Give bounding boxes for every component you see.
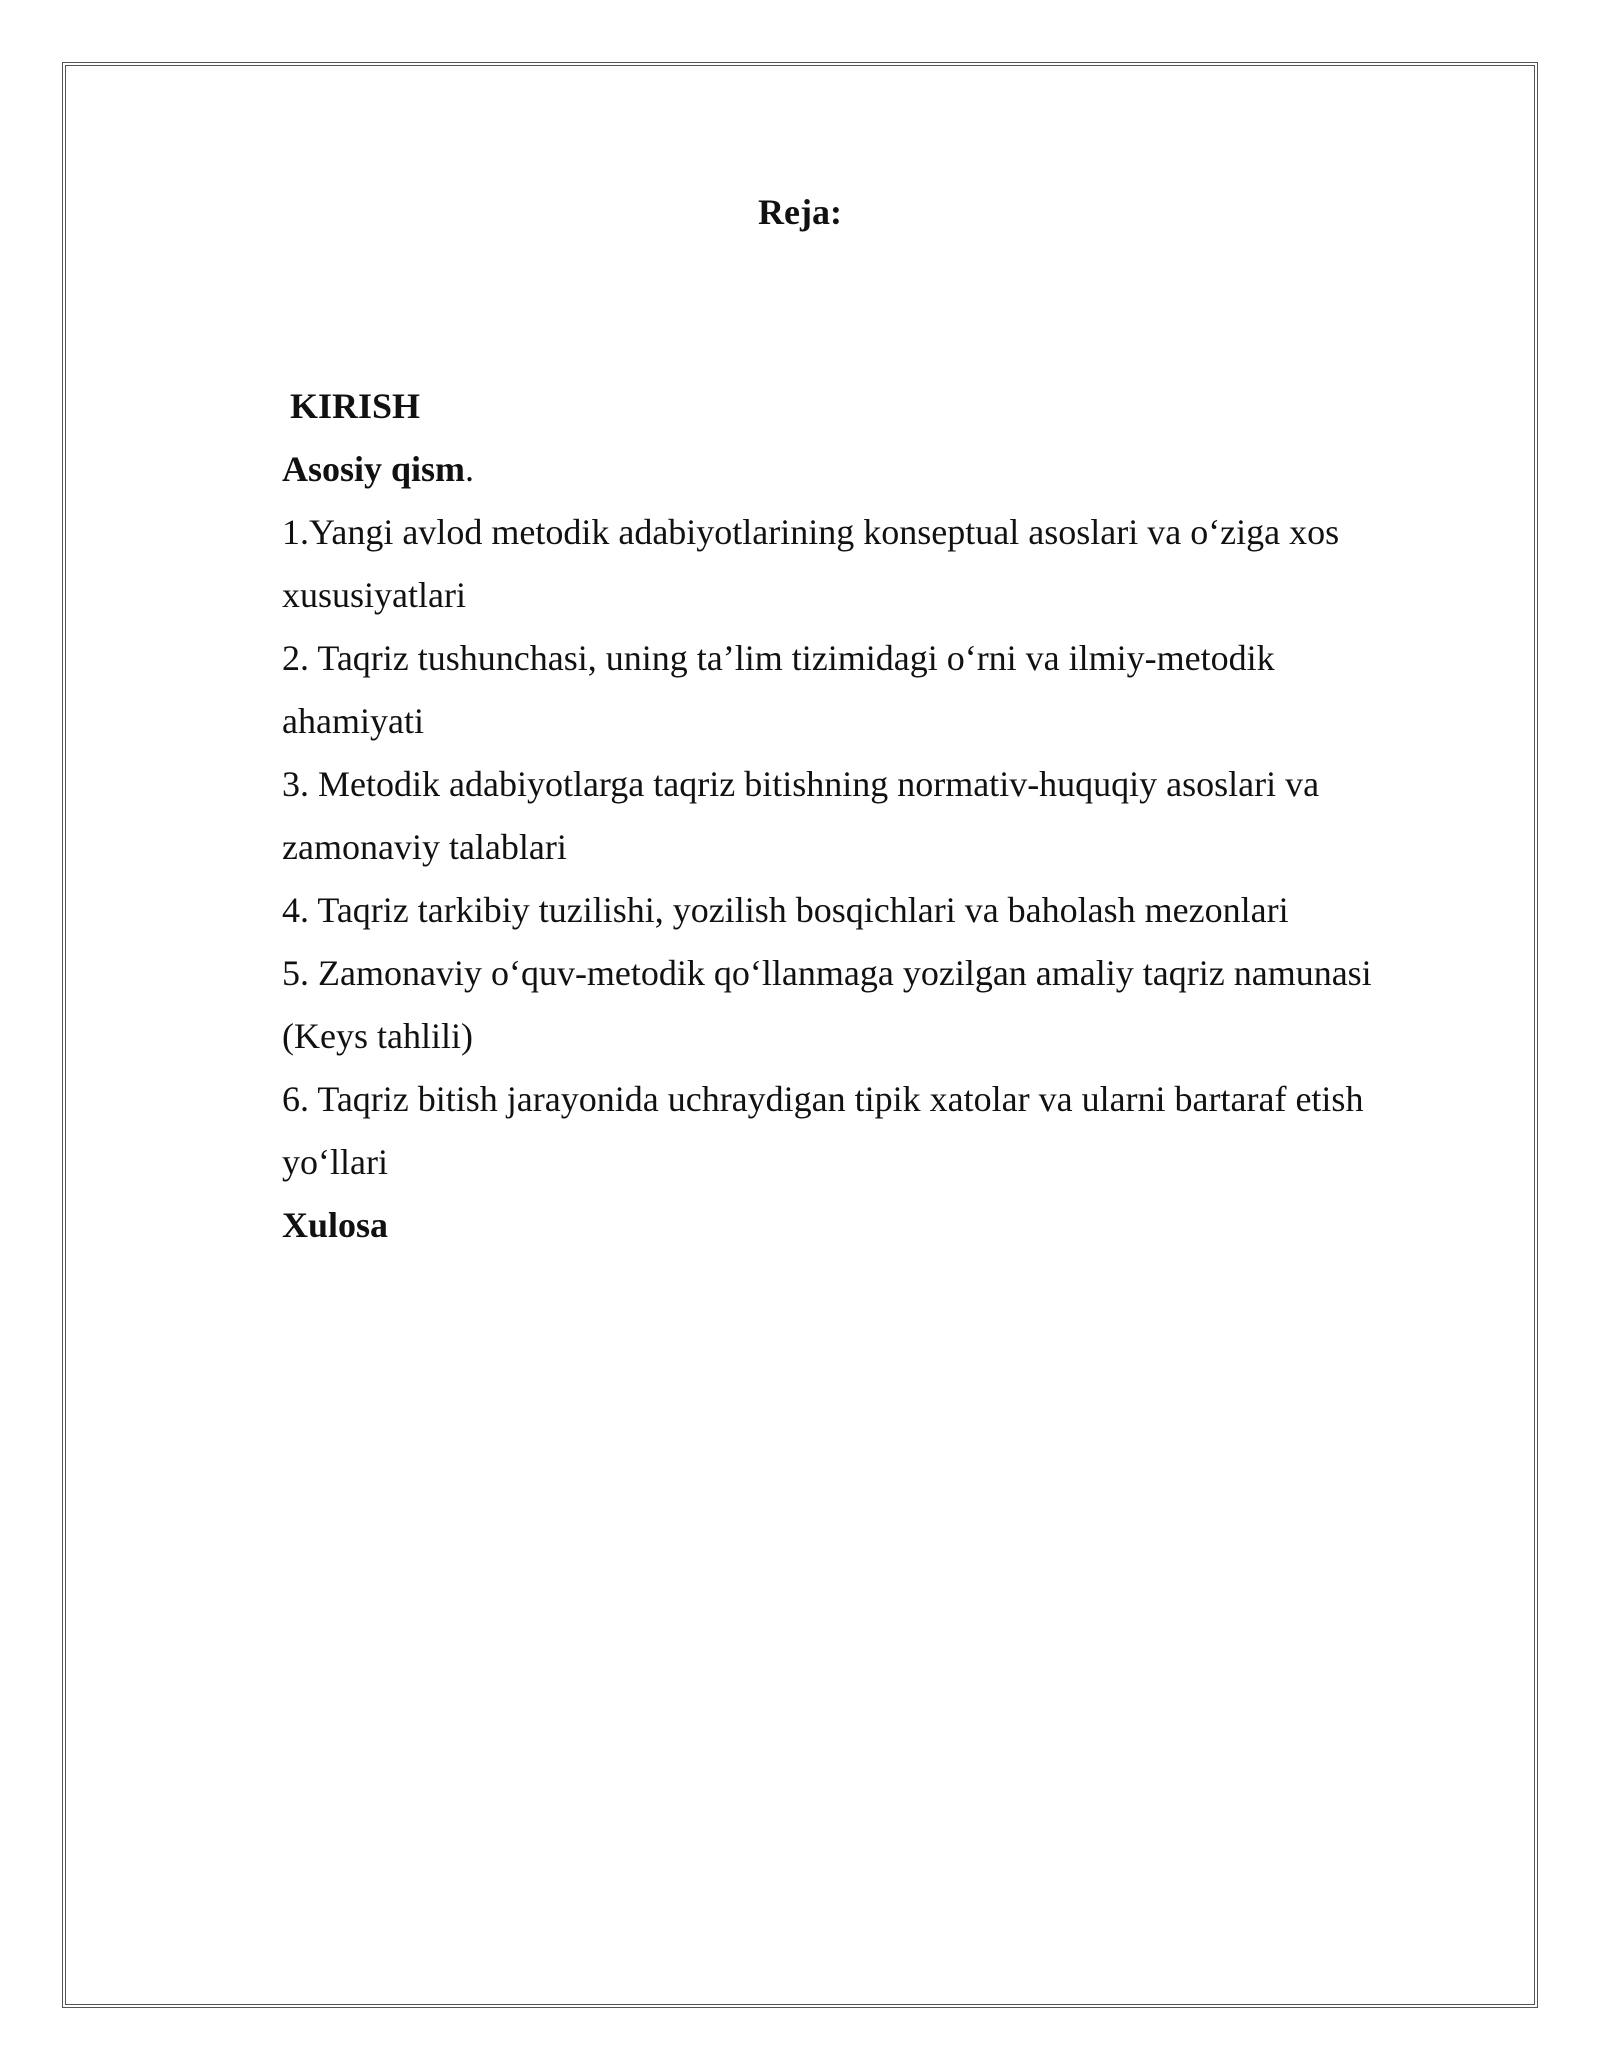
list-item-1-line-1: 1.Yangi avlod metodik adabiyotlarining konseptual asoslari va o‘ziga xos (282, 512, 1340, 552)
page-title: Reja: (758, 192, 842, 232)
list-item-2-line-2: ahamiyati (282, 701, 424, 741)
list-item-2-line-1: 2. Taqriz tushunchasi, uning ta’lim tizimidagi o‘rni va ilmiy-metodik (282, 638, 1275, 678)
main-part-heading (282, 438, 1402, 501)
list-item-5-line-1: 5. Zamonaviy o‘quv-metodik qo‘llanmaga yozilgan amaliy taqriz namunasi (282, 953, 1372, 993)
list-item-1-line-2: xususiyatlari (282, 575, 466, 615)
intro-heading: KIRISH (290, 386, 421, 426)
main-part-label: Asosiy qism (282, 449, 466, 489)
main-part-punct: . (465, 449, 475, 489)
plan-content (282, 375, 1402, 1257)
list-item-6-line-1: 6. Taqriz bitish jarayonida uchraydigan tipik xatolar va ularni bartaraf etish (282, 1079, 1364, 1119)
list-item-5-line-2: (Keys tahlili) (282, 1016, 473, 1056)
list-item-4-line-1: 4. Taqriz tarkibiy tuzilishi, yozilish bosqichlari va baholash mezonlari (282, 890, 1289, 930)
list-item-3-line-1: 3. Metodik adabiyotlarga taqriz bitishning normativ-huquqiy asoslari va (282, 764, 1320, 804)
conclusion-heading: Xulosa (282, 1205, 389, 1245)
list-item-3-line-2: zamonaviy talablari (282, 827, 567, 867)
list-item-6-line-2: yo‘llari (282, 1142, 388, 1182)
